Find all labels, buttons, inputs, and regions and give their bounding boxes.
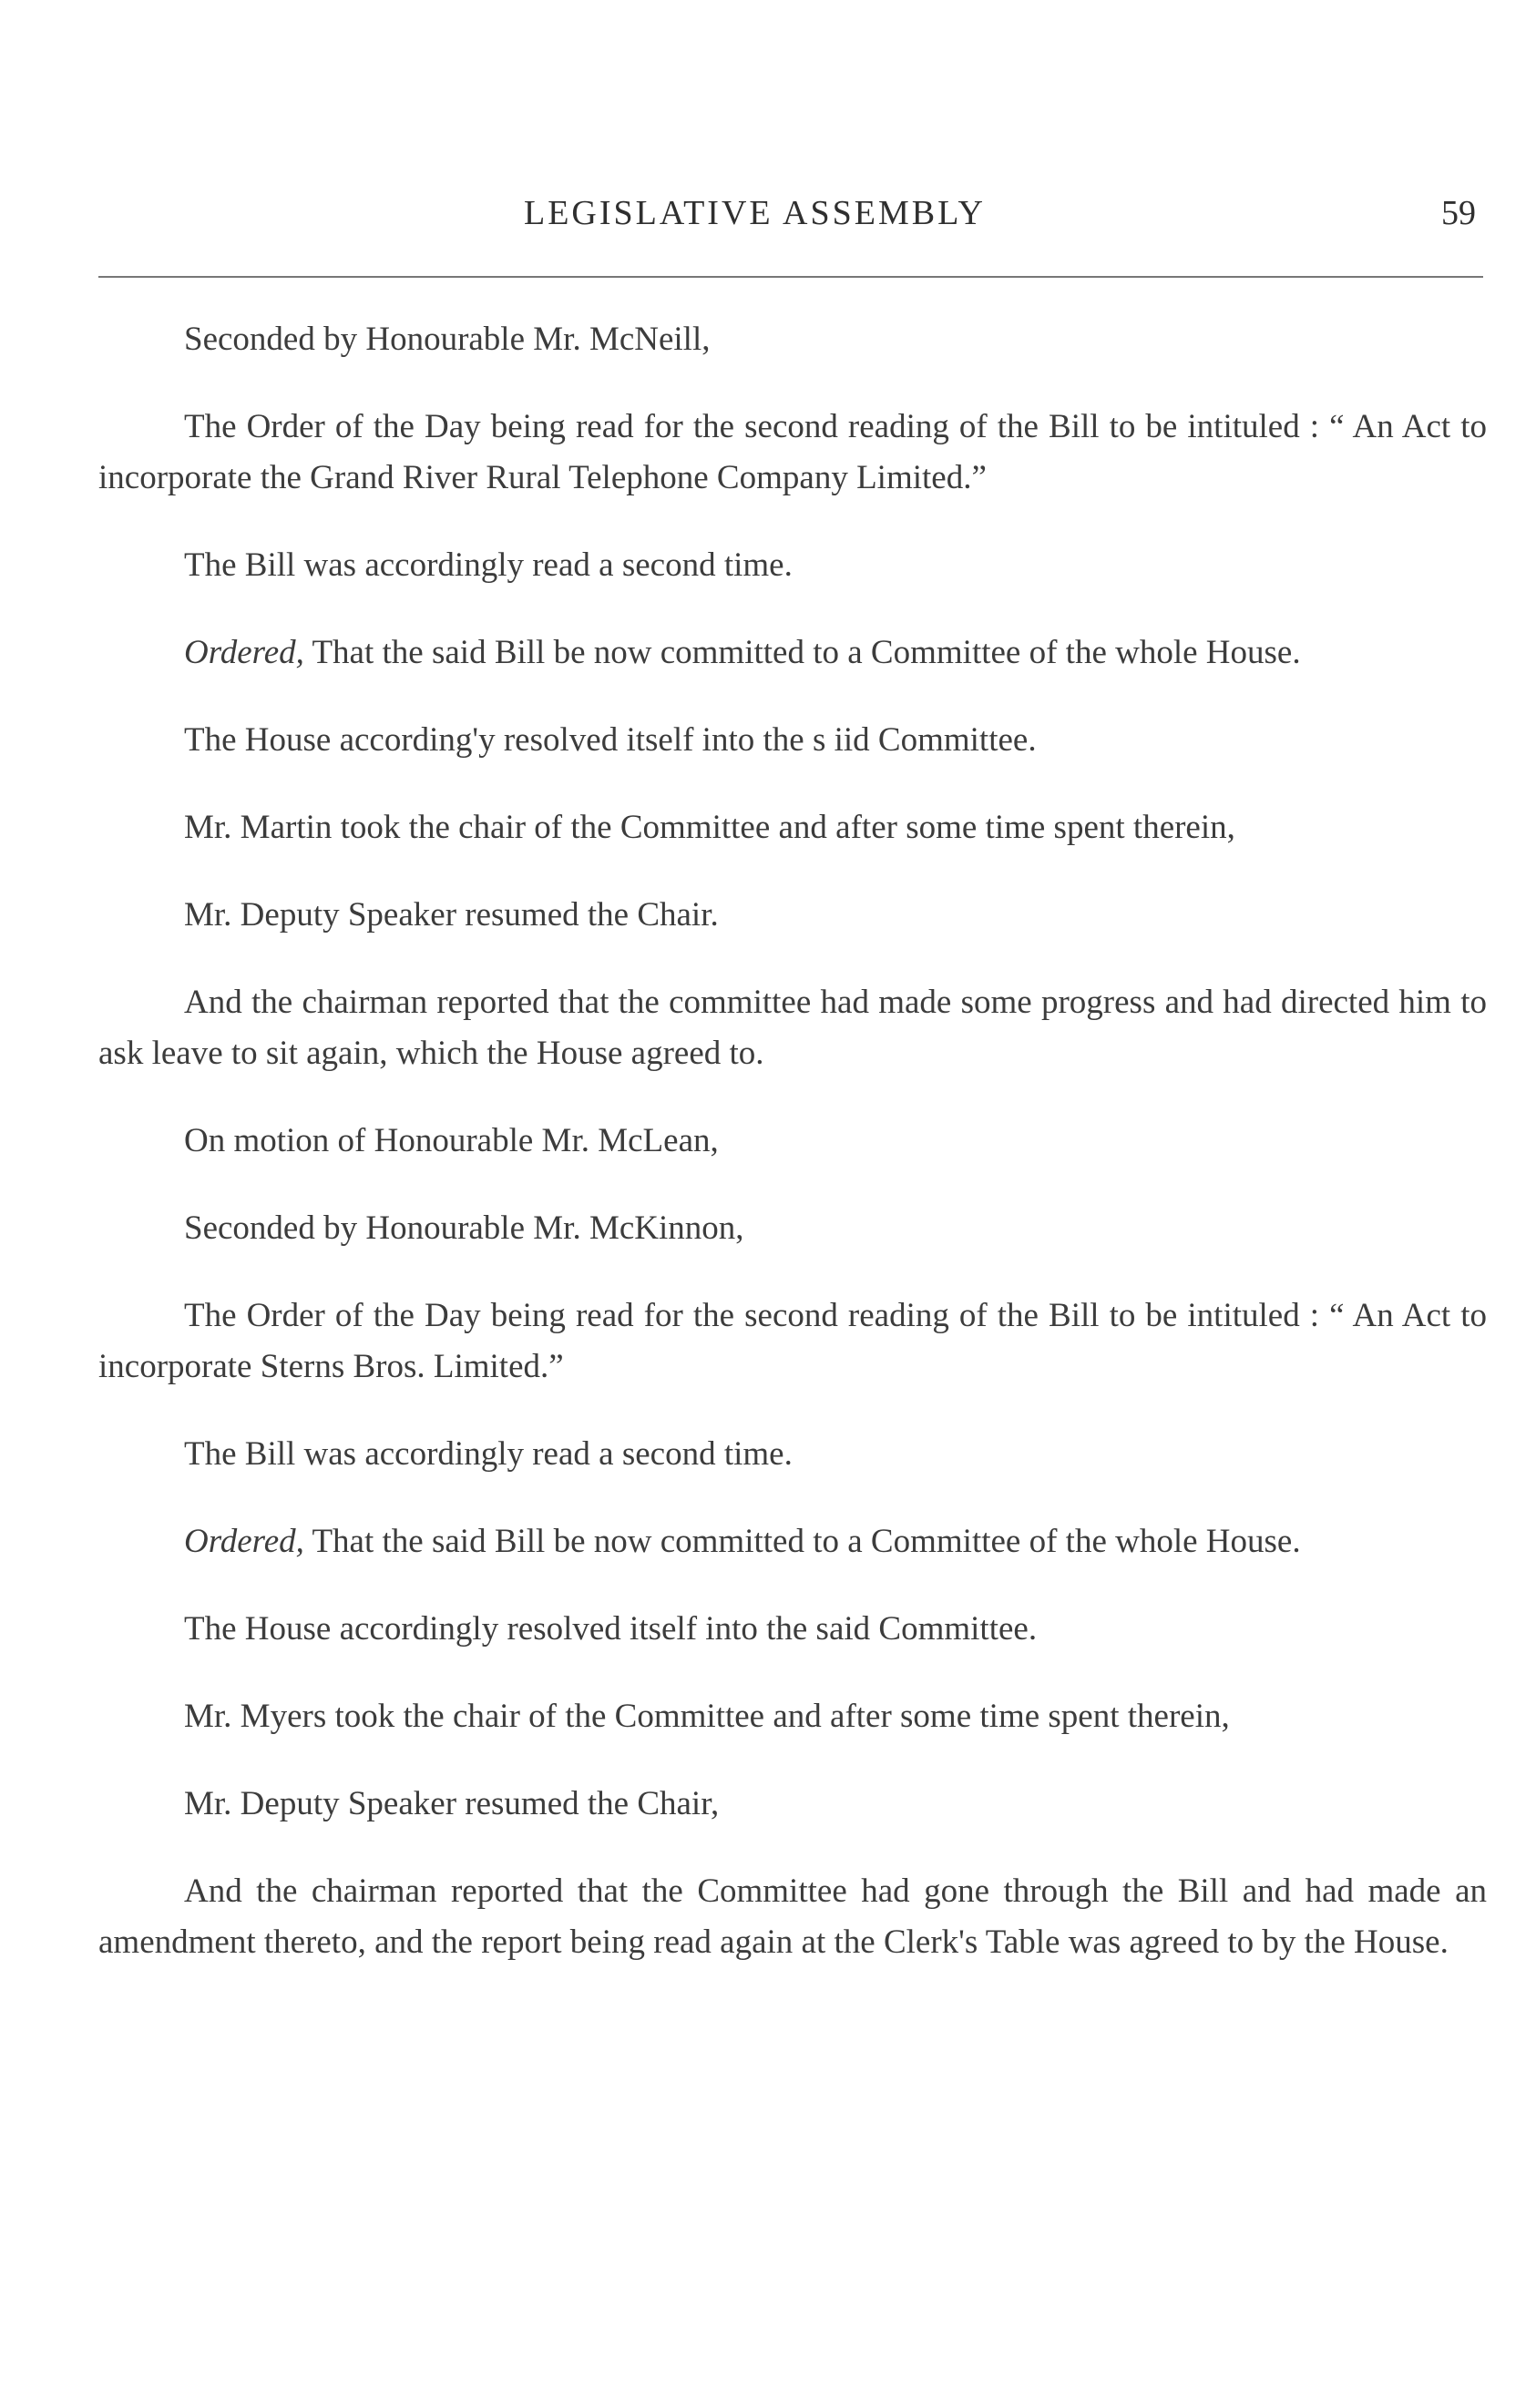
running-head (0, 193, 1536, 248)
paragraph: And the chairman reported that the committee had made some progress and had directed him to ask leave to sit again, which the House agreed to. (98, 984, 1487, 1072)
ordered-label: Ordered, (184, 634, 304, 671)
paragraph: The House according'y resolved itself into the s iid Committee. (184, 721, 1037, 759)
ordered-label: Ordered, (184, 1523, 304, 1560)
paragraph: Mr. Martin took the chair of the Committee and after some time spent therein, (184, 809, 1235, 846)
paragraph: Seconded by Honourable Mr. McKinnon, (184, 1209, 744, 1247)
paragraph: The House accordingly resolved itself into the said Committee. (184, 1610, 1038, 1648)
page-number: 59 (1441, 194, 1476, 232)
paragraph: Mr. Myers took the chair of the Committee and after some time spent therein, (184, 1698, 1230, 1735)
paragraph: Mr. Deputy Speaker resumed the Chair. (184, 896, 719, 934)
paragraph: The Order of the Day being read for the second reading of the Bill to be intituled : “ An Act to incorporate the Grand River Rural Telephone Company Limited.” (98, 408, 1487, 496)
paragraph: The Bill was accordingly read a second time. (184, 1435, 793, 1473)
paragraph: Mr. Deputy Speaker resumed the Chair, (184, 1785, 720, 1822)
header-title: LEGISLATIVE ASSEMBLY (524, 194, 986, 232)
body-text (98, 314, 1487, 2005)
paragraph: The Order of the Day being read for the second reading of the Bill to be intituled : “ An Act to incorporate Sterns Bros. Limited.” (98, 1297, 1487, 1385)
paragraph: The Bill was accordingly read a second time. (184, 546, 793, 584)
paragraph: Ordered, That the said Bill be now committed to a Committee of the whole House. (184, 1523, 1301, 1560)
header-rule (98, 276, 1483, 278)
paragraph: On motion of Honourable Mr. McLean, (184, 1122, 719, 1159)
paragraph: Seconded by Honourable Mr. McNeill, (184, 321, 711, 358)
paragraph: And the chairman reported that the Committee had gone through the Bill and had made an amendment thereto, and the report being read again at the Clerk's Table was agreed to by the House. (98, 1872, 1487, 1961)
paragraph: Ordered, That the said Bill be now committed to a Committee of the whole House. (184, 634, 1301, 671)
